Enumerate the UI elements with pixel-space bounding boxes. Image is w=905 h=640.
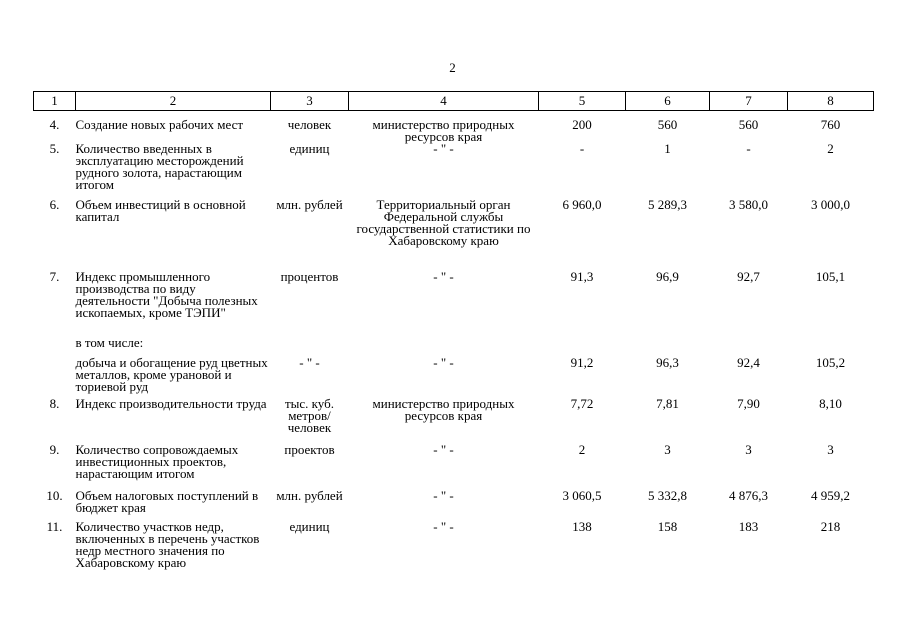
source: - " - <box>433 442 454 457</box>
value-col-8: 3 000,0 <box>811 197 850 212</box>
header-col-1: 1 <box>34 92 76 111</box>
indicator-name: в том числе: <box>75 335 144 350</box>
row-number <box>34 357 76 398</box>
value-col-6: 5 289,3 <box>648 197 687 212</box>
row-number: 5. <box>49 141 60 156</box>
indicator-name: Количество участков недр, включенных в перечень участков недр местного значения по Хабаровскому краю <box>75 519 260 570</box>
row-number: 9. <box>49 442 60 457</box>
unit: процентов <box>280 269 339 284</box>
table-row <box>34 398 874 444</box>
value-col-8: 8,10 <box>819 396 842 411</box>
row-number: 6. <box>49 197 60 212</box>
value-col-5: 138 <box>572 519 592 534</box>
value-col-7: 183 <box>738 519 759 534</box>
value-col-8: 105,1 <box>815 269 846 284</box>
value-col-6: 96,3 <box>656 355 679 370</box>
value-col-5: 2 <box>578 442 586 457</box>
table-row <box>34 111 874 144</box>
unit <box>271 337 349 357</box>
value-col-8: 218 <box>820 519 841 534</box>
row-number: 7. <box>49 269 60 284</box>
indicator-name: Количество введенных в эксплуатацию месторождений рудного золота, нарастающим итогом <box>75 141 244 192</box>
source <box>349 337 539 357</box>
value-col-5: 7,72 <box>570 396 594 411</box>
unit: проектов <box>284 442 335 457</box>
table-row <box>34 444 874 490</box>
value-col-7: 4 876,3 <box>729 488 768 503</box>
header-col-3: 3 <box>271 92 349 111</box>
value-col-8 <box>788 337 874 357</box>
header-col-2: 2 <box>76 92 271 111</box>
source: - " - <box>433 488 454 503</box>
header-col-6: 6 <box>626 92 710 111</box>
value-col-7: 560 <box>738 117 759 132</box>
value-col-7: 92,7 <box>737 269 760 284</box>
unit: млн. рублей <box>276 197 343 212</box>
table-row <box>34 521 874 583</box>
value-col-6: 96,9 <box>656 269 679 284</box>
indicator-name: добыча и обогащение руд цветных металлов, кроме урановой и ториевой руд <box>75 355 268 394</box>
value-col-5: 6 960,0 <box>562 197 602 212</box>
value-col-6: 7,81 <box>656 396 679 411</box>
source: - " - <box>433 269 454 284</box>
value-col-7: 92,4 <box>737 355 760 370</box>
table-row <box>34 337 874 357</box>
table-row <box>34 143 874 199</box>
value-col-6: 3 <box>664 442 671 457</box>
unit: млн. рублей <box>276 488 343 503</box>
header-col-7: 7 <box>710 92 788 111</box>
header-col-4: 4 <box>349 92 539 111</box>
value-col-7: 3 580,0 <box>729 197 768 212</box>
row-number: 11. <box>46 519 63 534</box>
table-row <box>34 199 874 271</box>
unit: тыс. куб. метров/ человек <box>284 396 334 435</box>
indicator-name: Количество сопровождаемых инвестиционных проектов, нарастающим итогом <box>75 442 239 481</box>
indicators-table <box>33 91 874 583</box>
row-number: 10. <box>46 488 63 503</box>
table-row <box>34 490 874 521</box>
source: министерство природных ресурсов края <box>372 396 515 423</box>
header-row <box>34 92 874 111</box>
value-col-6 <box>626 337 710 357</box>
header-col-8: 8 <box>788 92 874 111</box>
value-col-7: 7,90 <box>737 396 760 411</box>
value-col-6: 1 <box>664 141 671 156</box>
source: министерство природных ресурсов края <box>372 117 515 144</box>
source: - " - <box>433 519 454 534</box>
source: - " - <box>433 355 454 370</box>
value-col-5: 91,3 <box>570 269 594 284</box>
unit: единиц <box>289 141 330 156</box>
indicator-name: Создание новых рабочих мест <box>75 117 244 132</box>
value-col-8: 760 <box>820 117 841 132</box>
value-col-8: 4 959,2 <box>811 488 850 503</box>
value-col-5: 3 060,5 <box>562 488 602 503</box>
unit: - " - <box>299 355 320 370</box>
indicator-name: Объем налоговых поступлений в бюджет края <box>75 488 259 515</box>
value-col-5 <box>539 337 626 357</box>
value-col-5: 91,2 <box>570 355 594 370</box>
row-number: 8. <box>49 396 60 411</box>
page-number: 2 <box>449 60 456 75</box>
value-col-8: 2 <box>827 141 834 156</box>
value-col-7: 3 <box>745 442 752 457</box>
table-row <box>34 357 874 398</box>
value-col-7: - <box>746 141 751 156</box>
value-col-5: 200 <box>572 117 592 132</box>
source: Территориальный орган Федеральной службы государственной статистики по Хабаровскому краю <box>356 197 531 248</box>
indicator-name: Объем инвестиций в основной капитал <box>75 197 246 224</box>
unit: человек <box>287 117 332 132</box>
value-col-6: 560 <box>657 117 678 132</box>
indicator-name: Индекс производительности труда <box>75 396 267 411</box>
row-number: 4. <box>49 117 60 132</box>
value-col-8: 3 <box>827 442 834 457</box>
value-col-8: 105,2 <box>815 355 846 370</box>
value-col-5: - <box>579 141 585 156</box>
header-col-5: 5 <box>539 92 626 111</box>
value-col-6: 5 332,8 <box>648 488 687 503</box>
table-row <box>34 271 874 337</box>
row-number <box>34 337 76 357</box>
value-col-6: 158 <box>657 519 678 534</box>
unit: единиц <box>289 519 330 534</box>
indicator-name: Индекс промышленного производства по виду деятельности "Добыча полезных ископаемых, кроме ТЭПИ" <box>75 269 258 320</box>
value-col-7 <box>710 337 788 357</box>
source: - " - <box>433 141 454 156</box>
